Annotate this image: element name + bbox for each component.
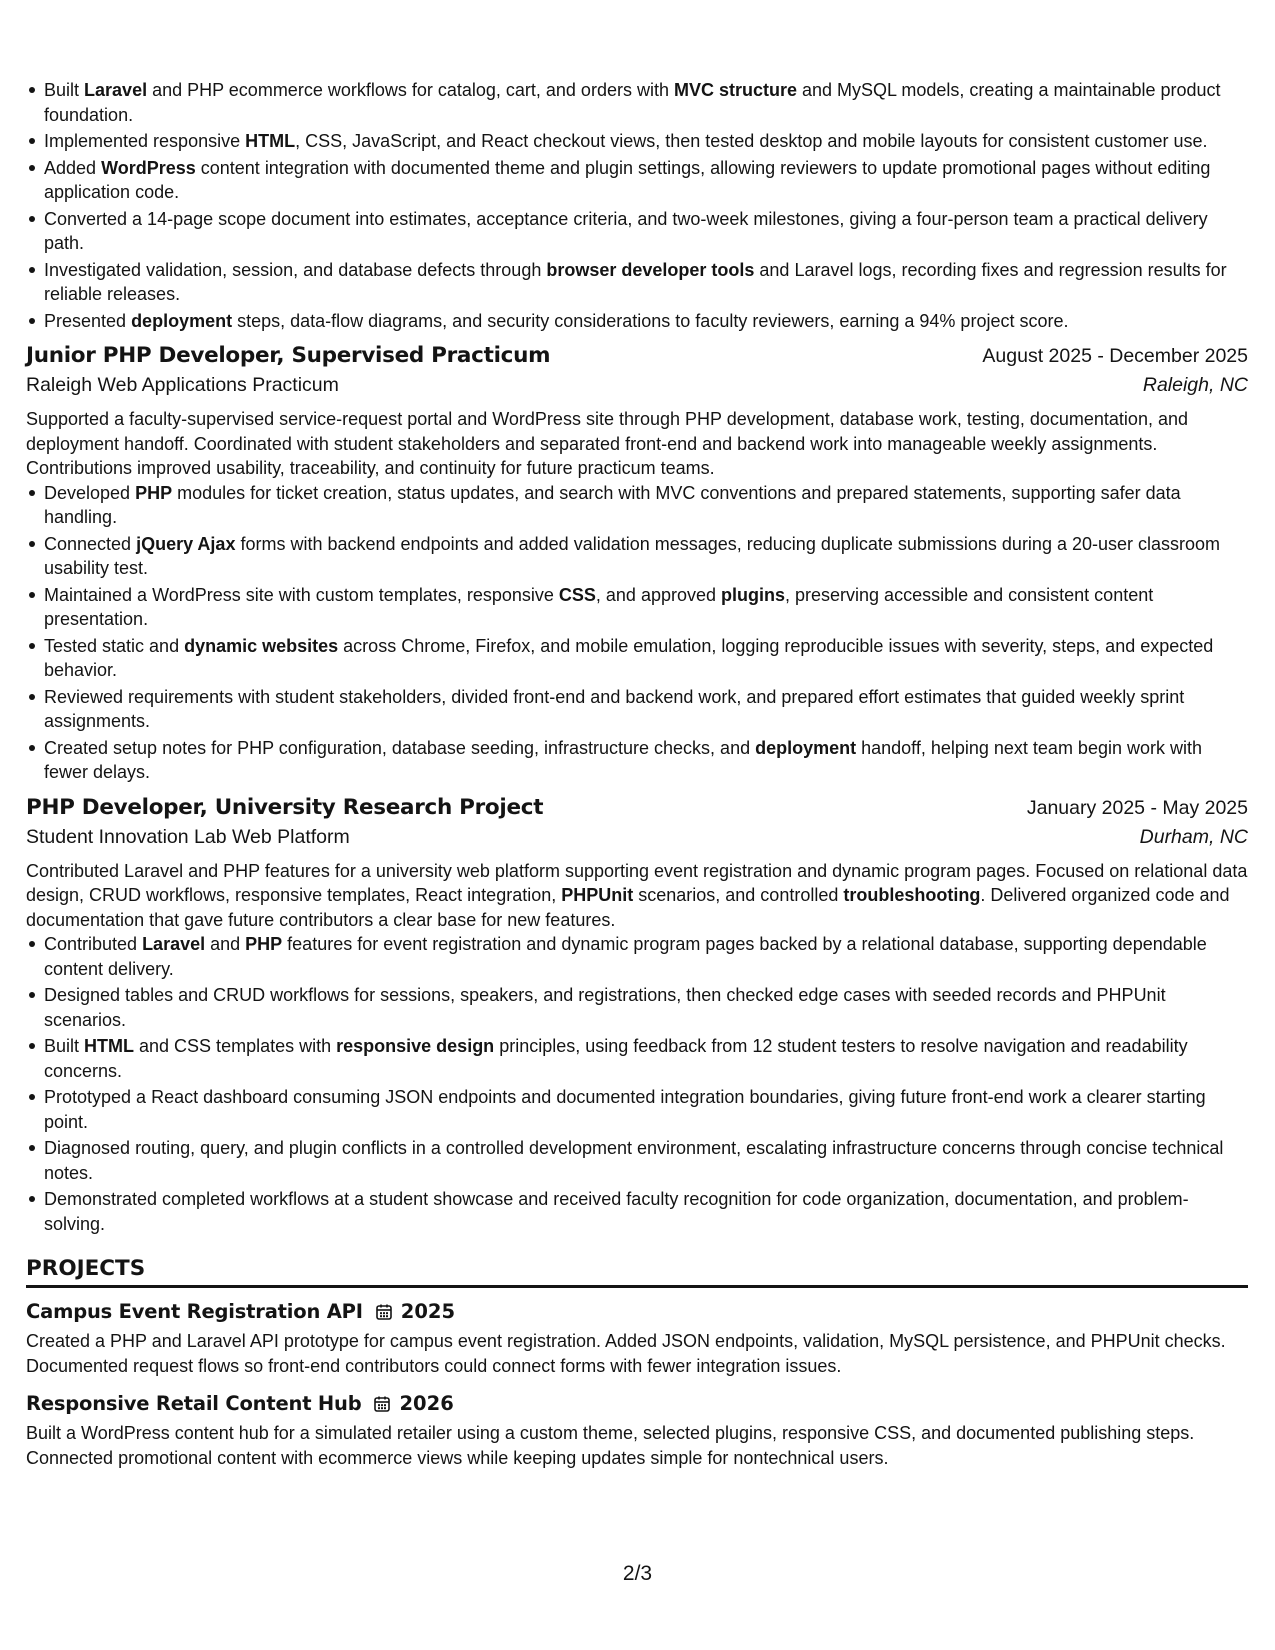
text-segment: Investigated validation, session, and database defects through [44, 259, 547, 280]
text-segment: steps, data-flow diagrams, and security considerations to faculty reviewers, earning a 94% project score. [232, 310, 1069, 331]
bullet-item [44, 129, 1248, 154]
text-segment: across Chrome, Firefox, and mobile emulation, logging reproducible issues with severity, steps, and expected behavior. [44, 635, 1214, 680]
text-segment: forms with backend endpoints and added validation messages, reducing duplicate submissions during a 20-user classroom usability test. [44, 533, 1221, 578]
bullet-item [44, 1187, 1248, 1236]
bold-keyword: Laravel [142, 934, 206, 954]
bullet-item [44, 685, 1248, 734]
calendar-icon [373, 1395, 391, 1413]
bullet-item [44, 634, 1248, 683]
job-organization: Raleigh Web Applications Practicum [26, 374, 339, 396]
bold-keyword: WordPress [101, 157, 196, 178]
job-title: Junior PHP Developer, Supervised Practicum [26, 343, 551, 368]
text-segment: and CSS templates with [134, 1036, 337, 1056]
bold-keyword: dynamic websites [184, 635, 339, 656]
project-name: Responsive Retail Content Hub [26, 1392, 362, 1415]
job-bullet-list [26, 932, 1248, 1236]
job-title: PHP Developer, University Research Project [26, 794, 544, 820]
bullet-item [44, 983, 1248, 1032]
page-number: 2/3 [622, 1562, 653, 1585]
calendar-icon [375, 1303, 393, 1321]
project-name: Campus Event Registration API [26, 1300, 363, 1323]
text-segment: modules for ticket creation, status updates, and search with MVC conventions and prepared statements, supporting safer data handling. [44, 482, 1181, 527]
project-description: Created a PHP and Laravel API prototype for campus event registration. Added JSON endpoints, validation, MySQL persistence, and PHPUnit checks. Documented request flows so front-end contributors could connect forms with fewer integration issues. [26, 1331, 1226, 1376]
text-segment: Converted a 14-page scope document into estimates, acceptance criteria, and two-week milestones, giving a four-person team a practical delivery path. [44, 208, 1208, 253]
text-segment: Prototyped a React dashboard consuming JSON endpoints and documented integration boundaries, giving future front-end work a clearer starting point. [44, 1087, 1206, 1132]
text-segment: Reviewed requirements with student stakeholders, divided front-end and backend work, and prepared effort estimates that guided weekly sprint assignments. [44, 686, 1185, 731]
bullet-item [44, 1085, 1248, 1134]
text-segment: features for event registration and dynamic program pages backed by a relational database, supporting dependable content delivery. [44, 934, 1207, 979]
project-item [26, 1392, 1248, 1470]
text-segment: Designed tables and CRUD workflows for sessions, speakers, and registrations, then checked edge cases with seeded records and PHPUnit scenarios. [44, 985, 1166, 1030]
text-segment: Contributed Laravel and PHP features for a university web platform supporting event registration and dynamic program pages. Focused on relational data design, CRUD workflows, responsive templates, React integration, [26, 860, 1248, 905]
bold-keyword: deployment [131, 310, 233, 331]
text-segment: Diagnosed routing, query, and plugin conflicts in a controlled development environment, escalating infrastructure concerns through concise technical notes. [44, 1138, 1224, 1183]
project-year: 2025 [400, 1300, 456, 1323]
job-research-project [26, 795, 1248, 1237]
text-segment: Demonstrated completed workflows at a student showcase and received faculty recognition for code organization, documentation, and problem-solving. [44, 1189, 1189, 1234]
job-dates: August 2025 - December 2025 [982, 345, 1248, 367]
bold-keyword: PHP [245, 934, 283, 954]
bullet-item [44, 78, 1248, 127]
project-header [26, 1300, 1248, 1323]
bold-keyword: MVC structure [673, 80, 797, 100]
bullet-item [44, 309, 1248, 334]
text-segment: Maintained a WordPress site with custom templates, responsive [44, 584, 559, 605]
job-summary [26, 859, 1248, 933]
project-description: Built a WordPress content hub for a simulated retailer using a custom theme, selected plugins, responsive CSS, and documented publishing steps. Connected promotional content with ecommerce views while keeping updates simple for nontechnical users. [26, 1423, 1195, 1468]
project-year: 2026 [399, 1392, 454, 1415]
text-segment: , preserving accessible and consistent content presentation. [44, 584, 1154, 629]
bullet-item [44, 736, 1248, 785]
job-header [26, 343, 1248, 368]
text-segment: Built [44, 1036, 85, 1056]
job-summary: Supported a faculty-supervised service-request portal and WordPress site through PHP development, database work, testing, documentation, and deployment handoff. Coordinated with student stakeholders and separated front-end and backend work into manageable weekly assignments. Contributions improved usability, traceability, and continuity for future practicum teams. [26, 409, 1188, 478]
text-segment: scenarios, and controlled [633, 885, 844, 905]
job-location: Raleigh, NC [1142, 374, 1248, 396]
bullet-item [44, 481, 1248, 530]
text-segment: . Delivered organized code and documentation that gave future contributors a clear base for new features. [26, 885, 1230, 930]
resume-page [26, 78, 1248, 1470]
bold-keyword: responsive design [336, 1036, 495, 1056]
bold-keyword: browser developer tools [546, 259, 755, 280]
bold-keyword: PHP [135, 482, 173, 503]
bold-keyword: deployment [755, 737, 857, 758]
job-header [26, 795, 1248, 820]
text-segment: Tested static and [44, 635, 185, 656]
text-segment: Developed [44, 482, 136, 503]
text-segment: Contributed [44, 934, 143, 954]
text-segment: and [205, 934, 246, 954]
bullet-item [44, 1136, 1248, 1185]
text-segment: principles, using feedback from 12 student testers to resolve navigation and readability concerns. [44, 1036, 1188, 1081]
bold-keyword: plugins [721, 584, 786, 605]
text-segment: Connected [44, 533, 137, 554]
bold-keyword: troubleshooting [843, 885, 981, 905]
job-bullet-list [26, 481, 1248, 785]
bold-keyword: HTML [245, 131, 296, 151]
bullet-item [44, 258, 1248, 307]
text-segment: Implemented responsive [44, 131, 246, 151]
job-dates: January 2025 - May 2025 [1026, 796, 1248, 819]
text-segment: Presented [44, 310, 132, 331]
job-practicum [26, 343, 1248, 785]
text-segment: handoff, helping next team begin work with fewer delays. [44, 737, 1202, 782]
bullet-item [44, 532, 1248, 581]
text-segment: Created setup notes for PHP configuration, database seeding, infrastructure checks, and [44, 737, 756, 758]
text-segment: content integration with documented theme and plugin settings, allowing reviewers to update promotional pages without editing application code. [44, 157, 1211, 202]
project-item [26, 1300, 1248, 1378]
bullet-item [44, 932, 1248, 981]
bold-keyword: jQuery Ajax [136, 533, 236, 554]
text-segment: , CSS, JavaScript, and React checkout views, then tested desktop and mobile layouts for consistent customer use. [295, 131, 1208, 151]
bold-keyword: HTML [84, 1036, 135, 1056]
text-segment: Built [44, 80, 85, 100]
intro-bullet-list [26, 78, 1248, 333]
text-segment: Added [44, 157, 102, 178]
bold-keyword: PHPUnit [561, 885, 634, 905]
text-segment: , and approved [595, 584, 722, 605]
bullet-item [44, 156, 1248, 205]
job-organization: Student Innovation Lab Web Platform [26, 825, 350, 848]
text-segment: and PHP ecommerce workflows for catalog, cart, and orders with [147, 80, 674, 100]
bold-keyword: Laravel [84, 80, 148, 100]
bold-keyword: CSS [558, 584, 596, 605]
bullet-item [44, 1034, 1248, 1083]
job-subheader [26, 374, 1248, 397]
text-segment: and Laravel logs, recording fixes and regression results for reliable releases. [44, 259, 1227, 304]
job-location: Durham, NC [1139, 825, 1248, 848]
project-header [26, 1392, 1248, 1415]
bullet-item [44, 207, 1248, 256]
bullet-item [44, 583, 1248, 632]
text-segment: and MySQL models, creating a maintainable product foundation. [44, 80, 1221, 125]
job-subheader [26, 826, 1248, 849]
section-title-projects: PROJECTS [26, 1256, 1248, 1288]
